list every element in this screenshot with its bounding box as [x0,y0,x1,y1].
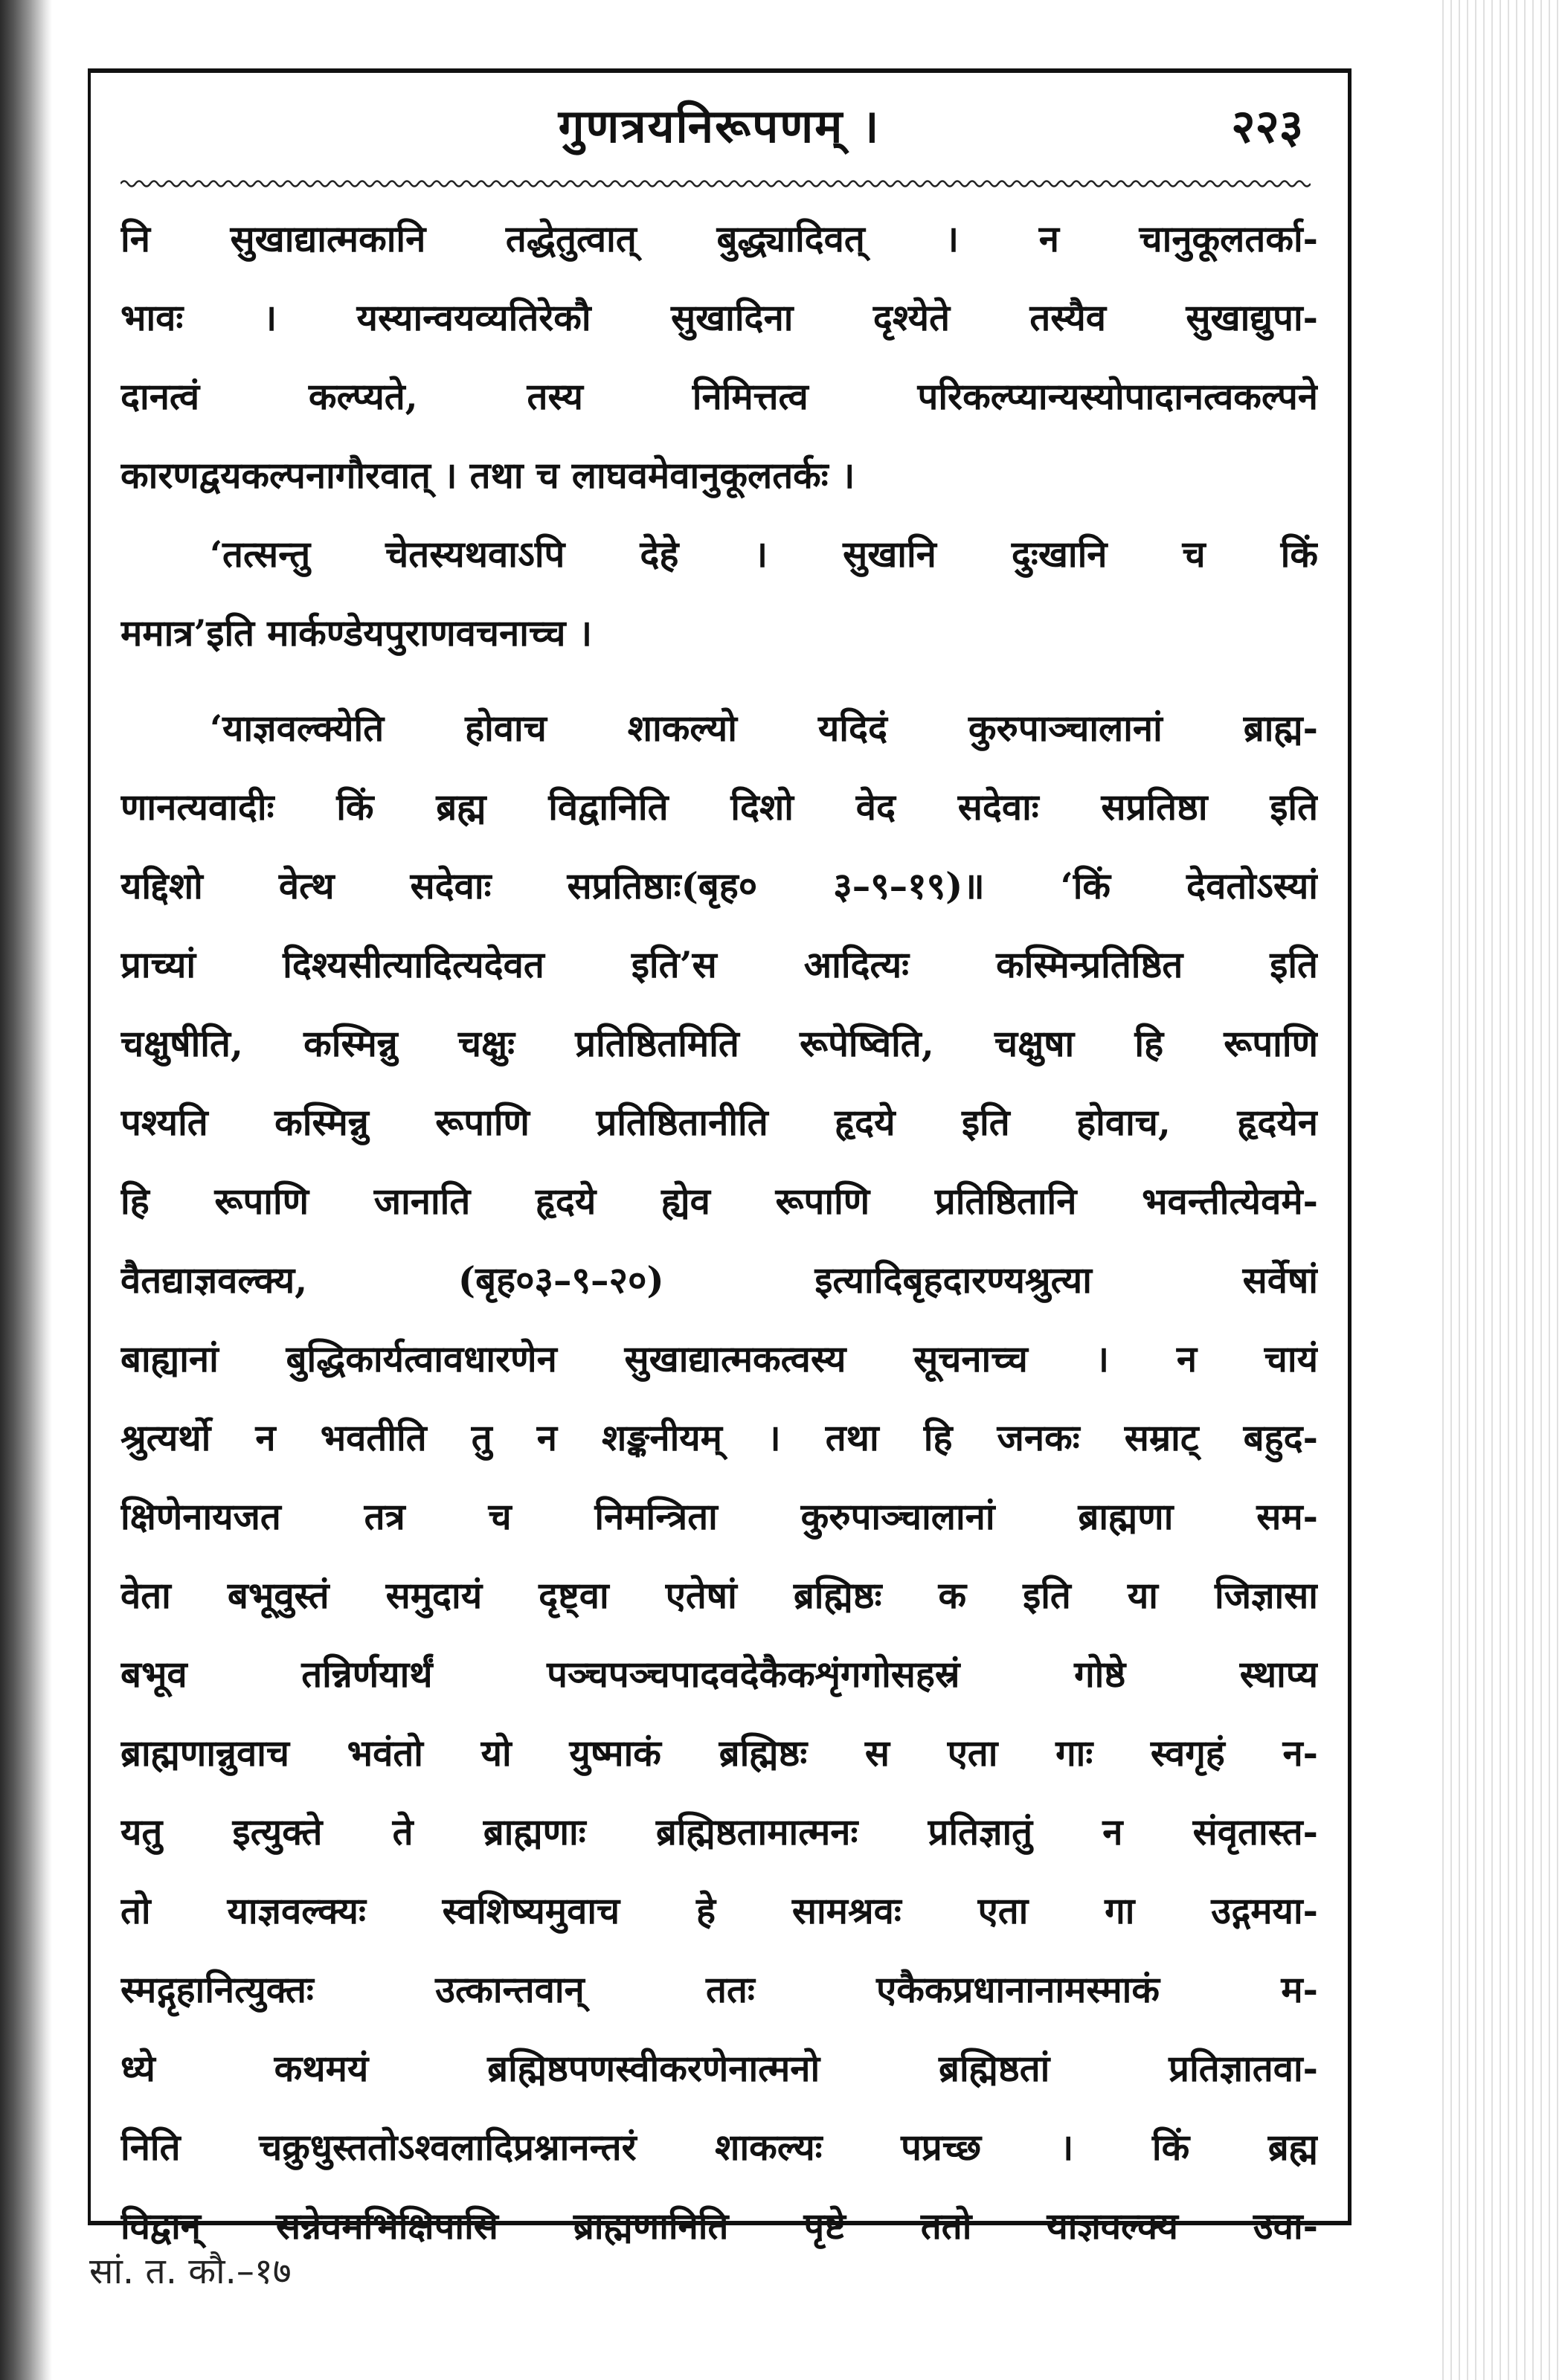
page-edge-stack [1436,0,1562,2380]
text-line: हि रूपाणि जानाति हृदये ह्येव रूपाणि प्रतिष्ठितानि भवन्तीत्येवमे- [120,1180,1318,1223]
text-line: निति चक्रुधुस्ततोऽश्वलादिप्रश्नानन्तरं शाकल्यः पप्रच्छ । किं ब्रह्म [120,2126,1318,2169]
text-line: विद्वान् सन्नेवमभिक्षिपासि ब्राह्मणानिति पृष्टे ततो याज्ञवल्क्य उवा- [120,2204,1318,2248]
page-number: २२३ [1231,99,1303,153]
binding-shadow [0,0,52,2380]
header-wavy-rule [120,177,1311,190]
running-title: गुणत्रयनिरूपणम् । [558,99,881,153]
text-line: क्षिणेनायजत तत्र च निमन्त्रिता कुरुपाञ्चालानां ब्राह्मणा सम- [120,1495,1318,1538]
text-line: चक्षुषीति, कस्मिन्नु चक्षुः प्रतिष्ठितमिति रूपेष्विति, चक्षुषा हि रूपाणि [120,1022,1318,1065]
text-line: वैतद्याज्ञवल्क्य, (बृह०३–९–२०) इत्यादिबृहदारण्यश्रुत्या सर्वेषां [120,1258,1318,1302]
text-line: श्रुत्यर्थो न भवतीति तु न शङ्कनीयम् । तथा हि जनकः सम्राट् बहुद- [120,1416,1318,1459]
text-line: यतु इत्युक्ते ते ब्राह्मणाः ब्रह्मिष्ठतामात्मनः प्रतिज्ञातुं न संवृतास्त- [120,1810,1318,1853]
text-line: ‘तत्सन्तु चेतस्यथवाऽपि देहे । सुखानि दुःखानि च किं [210,533,1318,576]
text-line: यद्दिशो वेत्थ सदेवाः सप्रतिष्ठाः(बृह० ३–९–१९)॥ ‘किं देवतोऽस्यां [120,864,1318,907]
body-text [120,199,1318,2265]
text-line: दानत्वं कल्प्यते, तस्य निमित्तत्व परिकल्प्यान्यस्योपादानत्वकल्पने [120,375,1318,418]
text-line: तो याज्ञवल्क्यः स्वशिष्यमुवाच हे सामश्रवः एता गा उद्गमया- [120,1889,1318,1932]
text-line: प्राच्यां दिश्यसीत्यादित्यदेवत इति’स आदित्यः कस्मिन्प्रतिष्ठित इति [120,943,1318,986]
text-line: ध्ये कथमयं ब्रह्मिष्ठपणस्वीकरणेनात्मनो ब्रह्मिष्ठतां प्रतिज्ञातवा- [120,2047,1318,2090]
text-line: नि सुखाद्यात्मकानि तद्धेतुत्वात् बुद्ध्यादिवत् । न चानुकूलतर्का- [120,217,1318,260]
text-line: ‘याज्ञवल्क्येति होवाच शाकल्यो यदिदं कुरुपाञ्चालानां ब्राह्म- [210,707,1318,750]
text-line: पश्यति कस्मिन्नु रूपाणि प्रतिष्ठितानीति हृदये इति होवाच, हृदयेन [120,1101,1318,1144]
text-line: स्मद्गृहानित्युक्तः उत्कान्तवान् ततः एकैकप्रधानानामस्माकं म- [120,1968,1318,2011]
text-line: ममात्र’इति मार्कण्डेयपुराणवचनाच्च । [120,611,593,654]
text-line: णानत्यवादीः किं ब्रह्म विद्वानिति दिशो वेद सदेवाः सप्रतिष्ठा इति [120,785,1318,829]
text-line: कारणद्वयकल्पनागौरवात् । तथा च लाघवमेवानुकूलतर्कः । [120,454,855,497]
text-line: भावः । यस्यान्वयव्यतिरेकौ सुखादिना दृश्येते तस्यैव सुखाद्युपा- [120,296,1318,339]
text-line: ब्राह्मणान्नुवाच भवंतो यो युष्माकं ब्रह्मिष्ठः स एता गाः स्वगृहं न- [120,1731,1318,1775]
text-line: बभूव तन्निर्णयार्थं पञ्चपञ्चपादवदेकैकशृंगगोसहस्रं गोष्ठे स्थाप्य [120,1653,1318,1696]
footer-signature-mark: सां. त. कौ.–१७ [89,2251,292,2292]
page-frame [88,68,1352,2248]
text-line: वेता बभूवुस्तं समुदायं दृष्ट्वा एतेषां ब्रह्मिष्ठः क इति या जिज्ञासा [120,1574,1318,1617]
page-header [91,94,1348,176]
paragraph-gap [120,672,1318,689]
text-line: बाह्यानां बुद्धिकार्यत्वावधारणेन सुखाद्यात्मकत्वस्य सूचनाच्च । न चायं [120,1337,1318,1380]
